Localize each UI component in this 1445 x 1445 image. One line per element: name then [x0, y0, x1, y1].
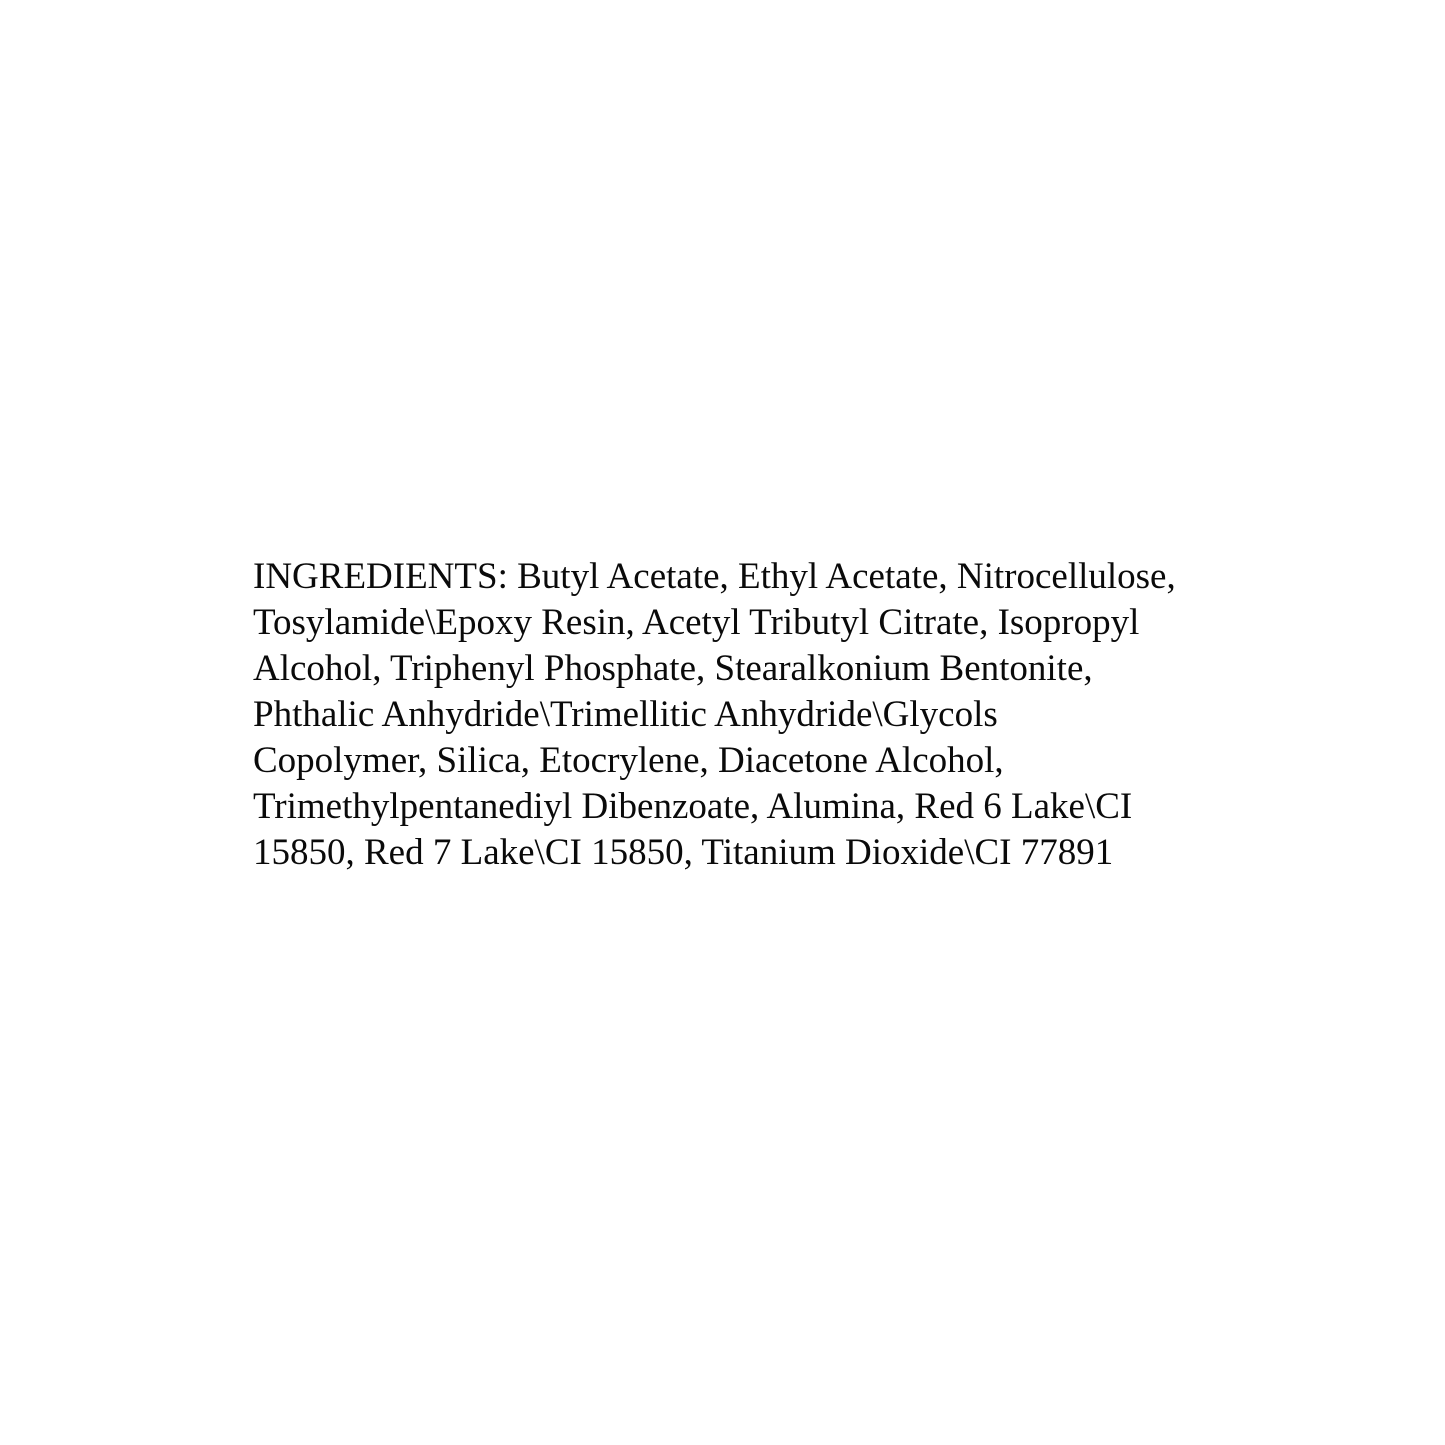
ingredients-line: Copolymer, Silica, Etocrylene, Diacetone Alcohol, — [253, 740, 1004, 781]
ingredients-text-block — [253, 554, 1253, 876]
ingredients-line: INGREDIENTS: Butyl Acetate, Ethyl Acetate, Nitrocellulose, — [253, 556, 1176, 597]
ingredients-line: Tosylamide\Epoxy Resin, Acetyl Tributyl Citrate, Isopropyl — [253, 602, 1140, 643]
ingredients-line: Alcohol, Triphenyl Phosphate, Stearalkonium Bentonite, — [253, 648, 1093, 689]
ingredients-line: Phthalic Anhydride\Trimellitic Anhydride\Glycols — [253, 694, 998, 735]
ingredients-line: 15850, Red 7 Lake\CI 15850, Titanium Dioxide\CI 77891 — [253, 832, 1114, 873]
ingredients-line: Trimethylpentanediyl Dibenzoate, Alumina, Red 6 Lake\CI — [253, 786, 1133, 827]
